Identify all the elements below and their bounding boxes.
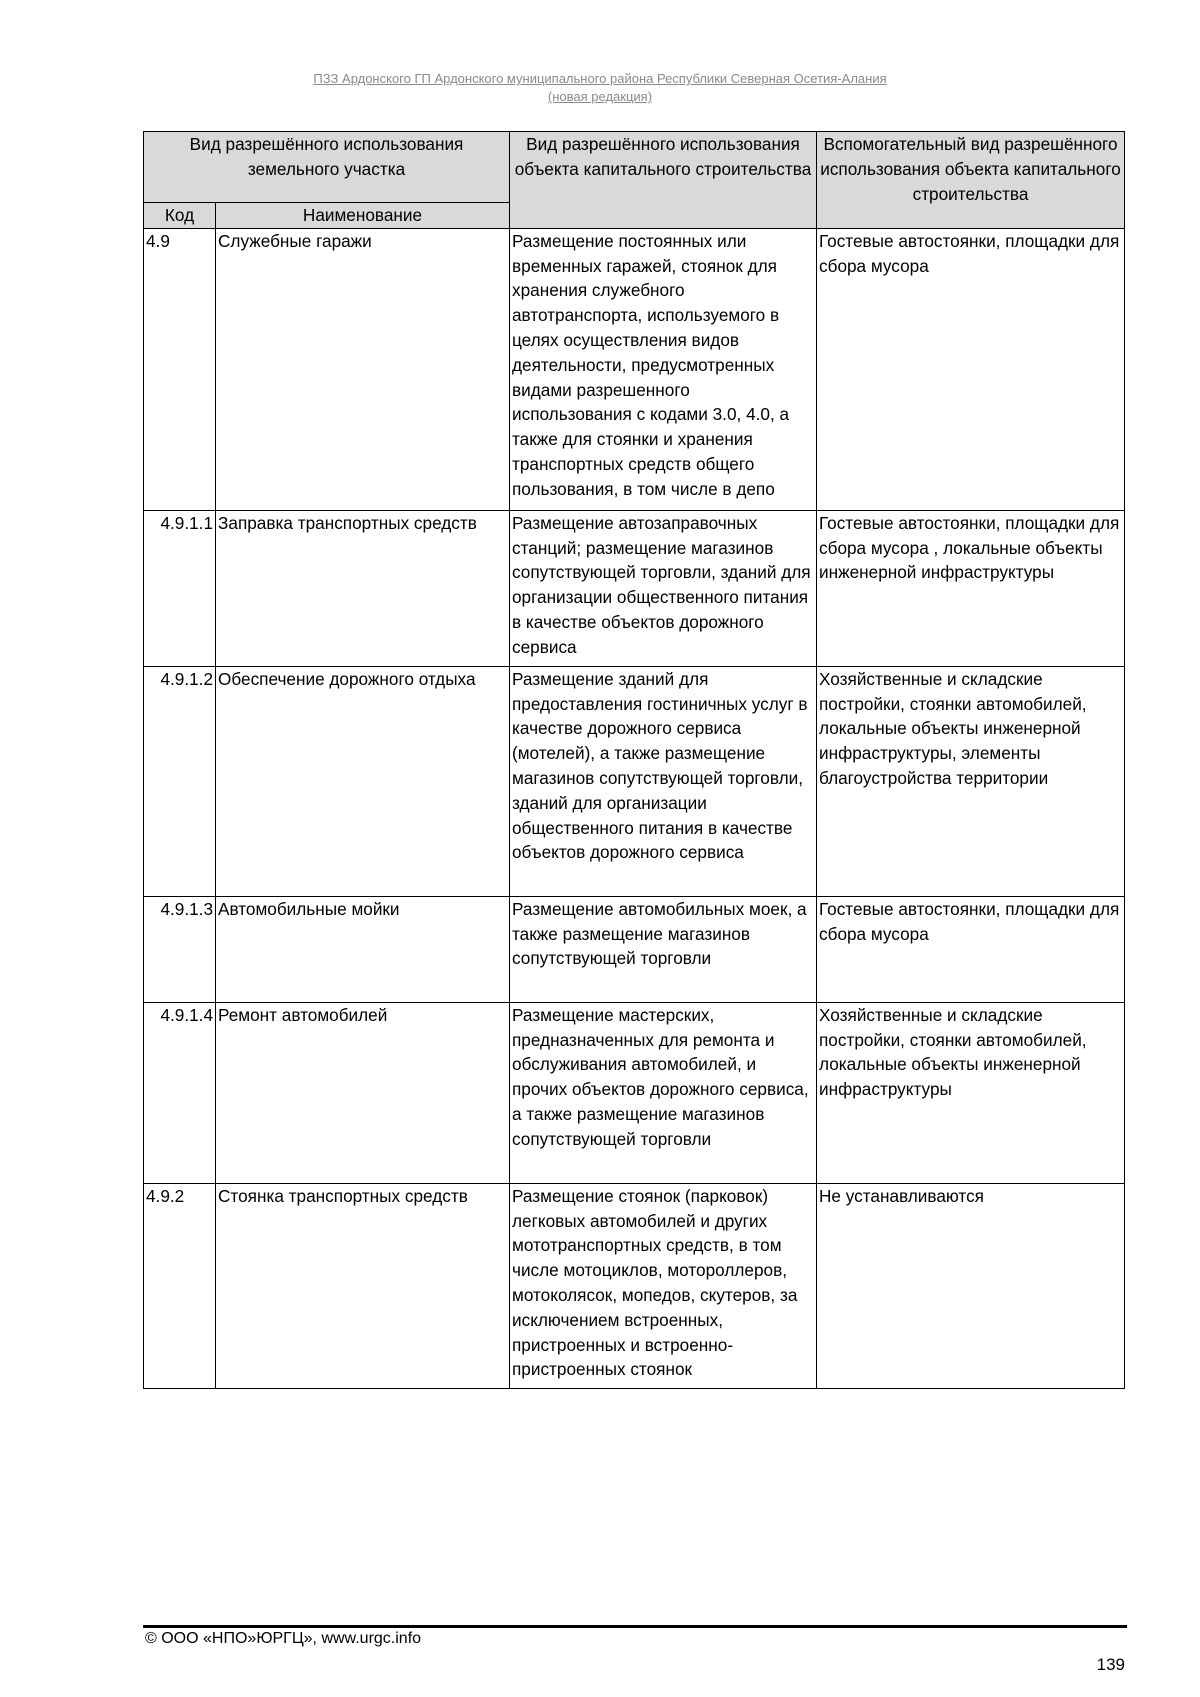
row-aux: Гостевые автостоянки, площадки для сбора мусора [817,228,1125,510]
row-code: 4.9.1.4 [144,1002,216,1183]
table-row [144,1183,1125,1388]
row-oks: Размещение мастерских, предназначенных для ремонта и обслуживания автомобилей, и прочих объектов дорожного сервиса, а также размещение магазинов сопутствующей торговли [510,1002,817,1183]
header-oks-use: Вид разрешённого использования объекта капитального строительства [510,132,817,229]
header-subtitle: (новая редакция) [547,89,653,104]
row-name: Ремонт автомобилей [216,1002,510,1183]
row-aux: Не устанавливаются [817,1183,1125,1388]
table-row [144,510,1125,666]
row-code: 4.9.1.3 [144,896,216,1002]
table-row [144,1002,1125,1183]
row-aux: Гостевые автостоянки, площадки для сбора мусора [817,896,1125,1002]
table-header-row [144,132,1125,203]
row-code: 4.9.2 [144,1183,216,1388]
header-name: Наименование [216,203,510,229]
page-number: 139 [1096,1655,1125,1674]
header-code: Код [144,203,216,229]
header-aux-use: Вспомогательный вид разрешённого использования объекта капитального строительства [817,132,1125,229]
row-oks: Размещение автомобильных моек, а также размещение магазинов сопутствующей торговли [510,896,817,1002]
row-oks: Размещение стоянок (парковок) легковых автомобилей и других мототранспортных средств, в том числе мотоциклов, мотороллеров, мотоколясок, мопедов, скутеров, за исключением встроенных, пристроенных и встроенно-пристроенных стоянок [510,1183,817,1388]
row-code: 4.9 [144,228,216,510]
row-oks: Размещение зданий для предоставления гостиничных услуг в качестве дорожного сервиса (мотелей), а также размещение магазинов сопутствующей торговли, зданий для организации общественного питания в качестве объектов дорожного сервиса [510,666,817,896]
row-name: Стоянка транспортных средств [216,1183,510,1388]
document-header [0,70,1200,106]
footer-copyright: © ООО «НПО»ЮРГЦ», www.urgc.info [145,1630,422,1647]
table-row [144,896,1125,1002]
header-land-use-group: Вид разрешённого использования земельного участка [144,132,510,203]
row-name: Заправка транспортных средств [216,510,510,666]
row-oks: Размещение постоянных или временных гаражей, стоянок для хранения служебного автотранспорта, используемого в целях осуществления видов деятельности, предусмотренных видами разрешенного использования с кодами 3.0, 4.0, а также для стоянки и хранения транспортных средств общего пользования, в том числе в депо [510,228,817,510]
row-name: Служебные гаражи [216,228,510,510]
footer-divider [143,1625,1127,1628]
table-row [144,228,1125,510]
row-oks: Размещение автозаправочных станций; размещение магазинов сопутствующей торговли, зданий для организации общественного питания в качестве объектов дорожного сервиса [510,510,817,666]
row-aux: Хозяйственные и складские постройки, стоянки автомобилей, локальные объекты инженерной инфраструктуры, элементы благоустройства территории [817,666,1125,896]
row-name: Автомобильные мойки [216,896,510,1002]
land-use-table [143,131,1125,1389]
header-title: ПЗЗ Ардонского ГП Ардонского муниципального района Республики Северная Осетия-Алания [313,71,887,86]
row-aux: Хозяйственные и складские постройки, стоянки автомобилей, локальные объекты инженерной инфраструктуры [817,1002,1125,1183]
row-name: Обеспечение дорожного отдыха [216,666,510,896]
row-aux: Гостевые автостоянки, площадки для сбора мусора , локальные объекты инженерной инфраструктуры [817,510,1125,666]
row-code: 4.9.1.2 [144,666,216,896]
table-row [144,666,1125,896]
row-code: 4.9.1.1 [144,510,216,666]
